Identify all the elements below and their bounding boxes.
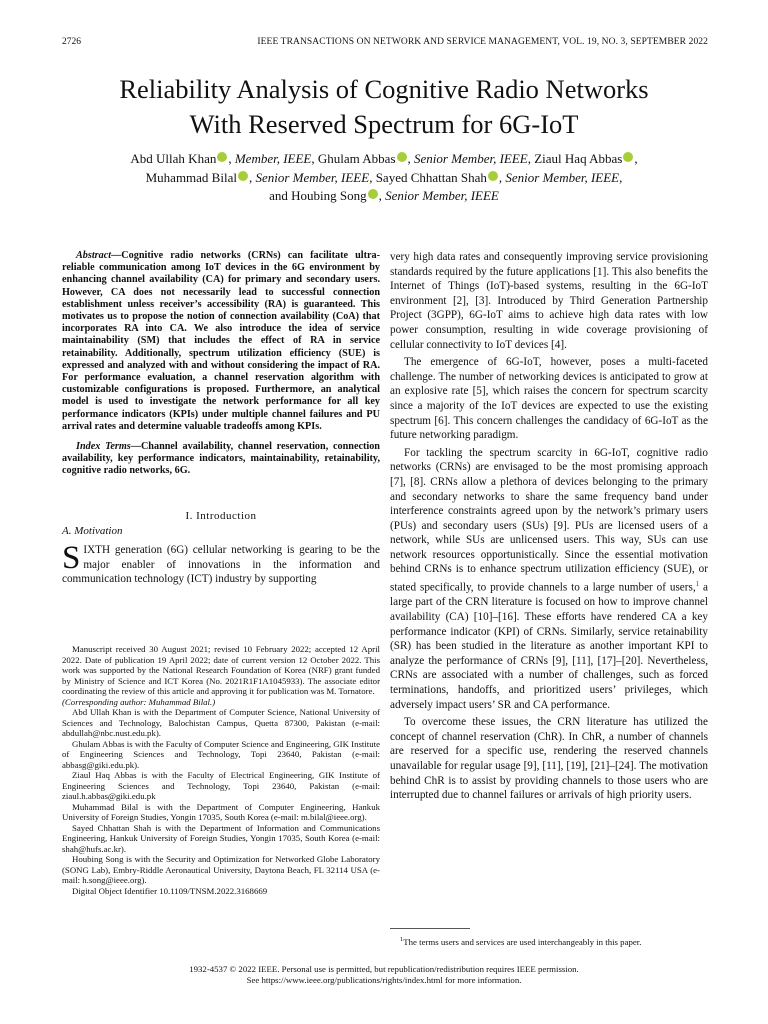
body-paragraph: To overcome these issues, the CRN literature has utilized the concept of channel reservation (ChR). In ChR, a number of channels are reserved for a specific use, rendering the reserved channels unavailable for regular usage [9], [11], [19], [21]–[24]. The motivation behind ChR is to assist by providing channels to those users who are interrupted due to channel failures or arrivals of high priority users. [390, 716, 708, 802]
copyright-line-1: 1932-4537 © 2022 IEEE. Personal use is permitted, but republication/redistribution requires IEEE permission. [189, 964, 579, 974]
title-line-2: With Reserved Spectrum for 6G-IoT [189, 109, 579, 139]
author-name: Abd Ullah Khan [130, 151, 217, 166]
subsection-heading: A. Motivation [62, 525, 123, 538]
abstract-text: —Cognitive radio networks (CRNs) can facilitate ultra-reliable communication among IoT devices in the 6G environment by enhancing channel availability (CA) for primary and secondary users. However, CA does not necessarily lead to successful connection establishment unless receiver’s accessibility (RA) is guaranteed. This motivates us to propose the notion of connection availability (CoA) that incorporates RA into CA. We also introduce the idea of service maintainability (SM) that includes the effect of RA in service retainability. Additionally, spectrum utilization efficiency (SUE) is expressed and analyzed with and without considering the impact of RA. For performance evaluation, a channel reservation algorithm with customizable configurations is proposed. Furthermore, an analytical model is used to investigate the network performance for all key performance indicators (KPIs) under multiple channel failures and PU arrival rates and determine valuable tradeoffs among KPIs. [62, 250, 380, 432]
title-line-1: Reliability Analysis of Cognitive Radio Networks [119, 74, 649, 104]
author-role: Senior Member, IEEE [385, 188, 499, 203]
drop-cap: S [62, 540, 81, 577]
body-paragraph: very high data rates and consequently improving service provisioning standards required by the future applications [1]. This also benefits the Internet of Things (IoT)-based systems, resulting in the 6G-IoT environment [2], [3]. Introduced by Third Generation Partnership Project (3GPP), 6G-IoT aims to achieve high data rates with low power consumption, resulting in wide coverage provisioning of cellular connectivity to IoT devices [4]. [390, 251, 708, 351]
body-paragraph [390, 446, 708, 712]
paragraph-text: a large part of the CRN literature is focused on how to improve channel availability (CA) [10]–[16]. These efforts have rendered CA a key performance indicator (KPI) of CRNs. Similarly, service retainability (SR) has been studied in the literature as another important KPI to analyze the performance of CRNs [9], [11], [17]–[20]. Nevertheless, CRNs are associated with a number of challenges, such as forced terminations, handoffs, and prioritized users’ privileges, which adversely impact users’ SR and CA performance. [390, 581, 709, 711]
footnote: Abd Ullah Khan is with the Department of Computer Science, National University of Sciences and Technology, Balochistan Campus, Quetta 87300, Pakistan (e-mail: abdullah@nbc.nust.edu.pk). [62, 707, 380, 738]
footnote: Houbing Song is with the Security and Optimization for Networked Globe Laboratory (SONG Lab), Embry-Riddle Aeronautical University, Daytona Beach, FL 32114 USA (e-mail: h.song@ieee.org). [62, 854, 380, 885]
author-name: and Houbing Song [269, 188, 367, 203]
footnote: Ghulam Abbas is with the Faculty of Computer Science and Engineering, GIK Institute of Engineering Sciences and Technology, Topi 23640, Pakistan (e-mail: abbasg@giki.edu.pk). [62, 738, 380, 770]
footnote-number: 1 [400, 936, 404, 943]
intro-text: generation (6G) cellular networking is gearing to be the major enabler of innovations in the information and communication technology (ICT) industry by supporting [62, 544, 380, 586]
footnote-marker[interactable]: 1 [695, 580, 700, 589]
body-paragraph: The emergence of 6G-IoT, however, poses a multi-faceted challenge. The number of networking devices is anticipated to grow at an explosive rate [5], which raises the concern for spectrum scarcity since a majority of the IoT devices are expected to use the existing spectrum [6]. This concern challenges the candidacy of 6G-IoT as the future networking paradigm. [390, 356, 708, 442]
orcid-icon[interactable] [217, 152, 227, 162]
orcid-icon[interactable] [368, 189, 378, 199]
paper-title [0, 72, 768, 142]
footnote: (Corresponding author: Muhammad Bilal.) [62, 696, 216, 707]
author-role: Senior Member, IEEE [414, 151, 528, 166]
author-role: Senior Member, IEEE [505, 169, 620, 185]
orcid-icon[interactable] [488, 171, 498, 181]
author-list: Abd Ullah Khan , Member, IEEE, Ghulam Abbas , Senior Member, IEEE, Ziaul Haq Abbas , Muhammad Bilal , Senior Member, IEEE, Sayed Chhattan Shah , Senior Member, IEEE, and Houbing Song , Senior Member, IEEE [130, 151, 638, 203]
right-column [390, 250, 708, 803]
abstract-label: Abstract [76, 250, 112, 261]
footnote-text: The terms users and services are used interchangeably in this paper. [403, 936, 642, 947]
copyright-notice [0, 964, 768, 986]
index-terms [62, 441, 380, 478]
footnote: Ziaul Haq Abbas is with the Faculty of Electrical Engineering, GIK Institute of Engineering Sciences and Technology, Topi 23640, Pakistan (e-mail: ziaul.h.abbas@giki.edu.pk [62, 770, 380, 801]
footnote: Sayed Chhattan Shah is with the Department of Information and Communications Engineering, Hankuk University of Foreign Studies, Yongin 17035, South Korea (e-mail: shah@hufs.ac.kr). [62, 822, 380, 854]
abstract [62, 250, 380, 433]
page-number: 2726 [62, 37, 81, 47]
author-footnotes [62, 644, 380, 896]
orcid-icon[interactable] [397, 152, 407, 162]
copyright-line-2[interactable]: See https://www.ieee.org/publications/rights/index.html for more information. [246, 975, 522, 985]
index-terms-text: —Channel availability, channel reservation, connection availability, key performance indicators, maintainability, retainability, cognitive radio networks, 6G. [62, 441, 380, 477]
paragraph-text: For tackling the spectrum scarcity in 6G-IoT, cognitive radio networks (CRNs) are envisaged to be the most promising approach [7], [8]. CRNs allow a plethora of devices belonging to the primary and secondary networks to share the same frequency band under interference constraints agreed upon by the network’s primary users (PUs) and secondary users (SUs) [9]. PUs are licensed users of a network, while SUs are unlicensed users. This way, SUs can use network resources opportunistically. Since the essential motivation behind CRNs is to enhance spectrum utilization efficiency (SUE), or stated specifically, to provide channels to a large number of users, [390, 446, 708, 594]
doi[interactable]: Digital Object Identifier 10.1109/TNSM.2022.3168669 [72, 885, 268, 896]
author-role: Senior Member, IEEE [255, 169, 370, 185]
author-role: Member, IEEE [234, 151, 312, 166]
orcid-icon[interactable] [238, 171, 248, 181]
footnote-divider [390, 928, 470, 929]
intro-paragraph [62, 540, 380, 587]
index-terms-label: Index Terms [76, 441, 131, 453]
author-name: Muhammad Bilal [145, 169, 237, 185]
footnote: Manuscript received 30 August 2021; revised 10 February 2022; accepted 12 April 2022. Date of publication 19 April 2022; date of current version 12 October 2022. This work was supported by the National Research Foundation of Korea (NRF) grant funded by Ministry of Science and ICT Korea (No. 2021R1F1A1045933). The associate editor coordinating the review of this article and approving it for publication was M. Tornatore. [62, 644, 380, 696]
orcid-icon[interactable] [623, 152, 633, 162]
journal-name: IEEE TRANSACTIONS ON NETWORK AND SERVICE MANAGEMENT, VOL. 19, NO. 3, SEPTEMBER 2022 [257, 37, 708, 47]
section-heading: I. Introduction [185, 509, 257, 522]
left-column [62, 250, 380, 587]
intro-first-word: IXTH [83, 544, 111, 557]
author-name: Ghulam Abbas [317, 151, 396, 166]
author-name: Ziaul Haq Abbas [534, 151, 623, 166]
footnote-terms [390, 934, 708, 948]
author-name: Sayed Chhattan Shah [375, 169, 487, 185]
footnote: Muhammad Bilal is with the Department of Computer Engineering, Hankuk University of Foreign Studies, Yongin 17035, South Korea (e-mail: m.bilal@ieee.org). [62, 801, 380, 822]
